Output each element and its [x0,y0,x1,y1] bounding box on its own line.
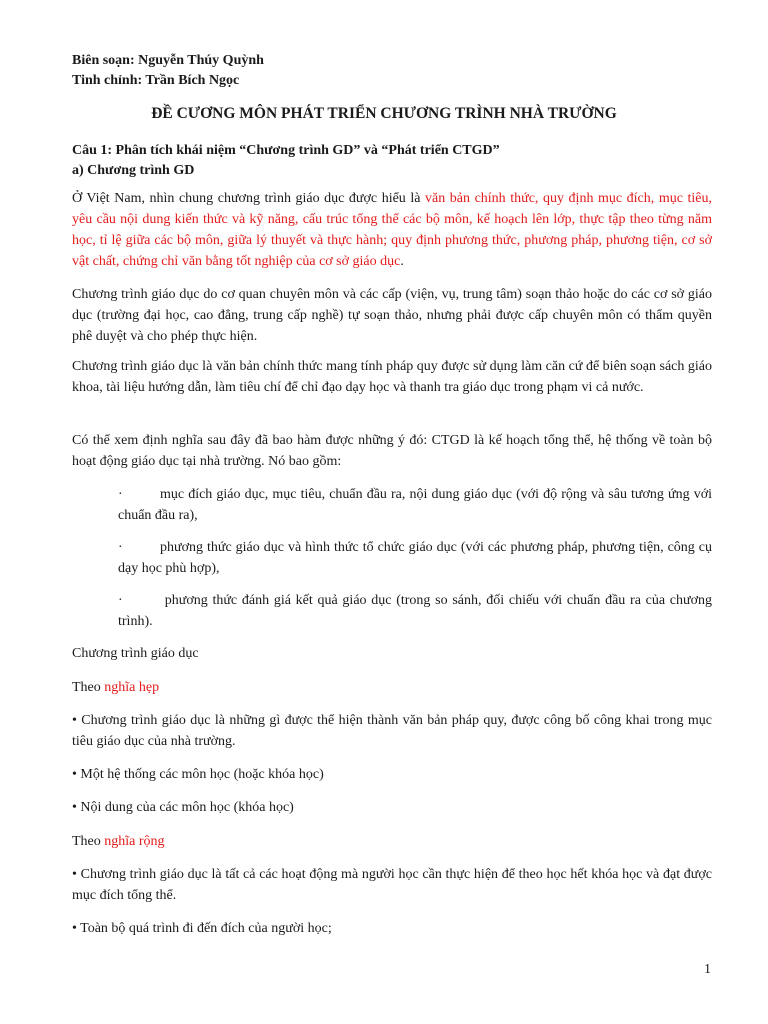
document-title: ĐỀ CƯƠNG MÔN PHÁT TRIỂN CHƯƠNG TRÌNH NHÀ TRƯỜNG [151,105,617,122]
narrow-sense-label: nghĩa hẹp [104,680,160,695]
paragraph-definition [72,188,712,272]
ctgd-label: Chương trình giáo dục [72,646,199,661]
list-item [118,484,712,526]
theo-label: Theo [72,680,105,695]
paragraph-overall-plan: Có thể xem định nghĩa sau đây đã bao hàm được những ý đó: CTGD là kế hoạch tổng thể, hệ thống về toàn bộ hoạt động giáo dục tại nhà trường. Nó bao gồm: [72,433,712,469]
bullet-dot: · [118,540,123,555]
list-item: • Chương trình giáo dục là những gì được thể hiện thành văn bản pháp quy, được công bố công khai trong mục tiêu giáo dục của nhà trường. [72,713,712,749]
paragraph-legal: Chương trình giáo dục là văn bản chính thức mang tính pháp quy được sử dụng làm căn cứ để biên soạn sách giáo khoa, tài liệu hướng dẫn, làm tiêu chí để chỉ đạo dạy học và thanh tra giáo dục trong phạm vi cả nước. [72,359,712,395]
bullet-dot: · [118,593,123,608]
list-item-text: phương thức đánh giá kết quả giáo dục (trong so sánh, đối chiếu với chuẩn đầu ra của chương trình). [118,593,712,629]
list-item: • Một hệ thống các môn học (hoặc khóa học) [72,767,324,782]
narrow-sense-heading [72,677,712,698]
list-item: • Toàn bộ quá trình đi đến đích của người học; [72,921,332,936]
section-a-heading: a) Chương trình GD [72,163,195,178]
list-item-text: mục đích giáo dục, mục tiêu, chuẩn đầu ra, nội dung giáo dục (với độ rộng và sâu tương ứng với chuẩn đầu ra), [118,487,712,523]
question-1-heading: Câu 1: Phân tích khái niệm “Chương trình GD” và “Phát triển CTGD” [72,143,500,158]
list-item [118,590,712,632]
list-item [118,537,712,579]
definition-highlight: văn bản chính thức, quy định mục đích, mục tiêu, yêu cầu nội dung kiến thức và kỹ năng, cấu trúc tổng thể các bộ môn, kế hoạch lên lớp, thực tập theo từng năm học, tỉ lệ giữa các bộ môn, giữa lý thuyết và thực hành; quy định phương thức, phương pháp, phương tiện, cơ sở vật chất, chứng chỉ văn bằng tốt nghiệp của cơ sở giáo dục [72,191,712,269]
paragraph-authoring: Chương trình giáo dục do cơ quan chuyên môn và các cấp (viện, vụ, trung tâm) soạn thảo hoặc do các cơ sở giáo dục (trường đại học, cao đẳng, trung cấp nghề) tự soạn thảo, nhưng phải được cấp chuyên môn có thẩm quyền phê duyệt và cho phép thực hiện. [72,287,712,344]
bullet-dot: · [118,487,123,502]
page-number: 1 [704,962,711,977]
theo-label: Theo [72,834,105,849]
broad-sense-heading [72,831,712,852]
author-line: Biên soạn: Nguyễn Thúy Quỳnh [72,53,264,68]
list-item: • Chương trình giáo dục là tất cả các hoạt động mà người học cần thực hiện để theo học hết khóa học và đạt được mục đích tổng thể. [72,867,712,903]
editor-line: Tinh chỉnh: Trần Bích Ngọc [72,73,240,88]
definition-intro: Ở Việt Nam, nhìn chung chương trình giáo dục được hiểu là [72,191,426,206]
list-item-text: phương thức giáo dục và hình thức tổ chức giáo dục (với các phương pháp, phương tiện, công cụ dạy học phù hợp), [118,540,712,576]
definition-end: . [400,254,404,269]
list-item: • Nội dung của các môn học (khóa học) [72,800,294,815]
broad-sense-label: nghĩa rộng [104,834,165,849]
